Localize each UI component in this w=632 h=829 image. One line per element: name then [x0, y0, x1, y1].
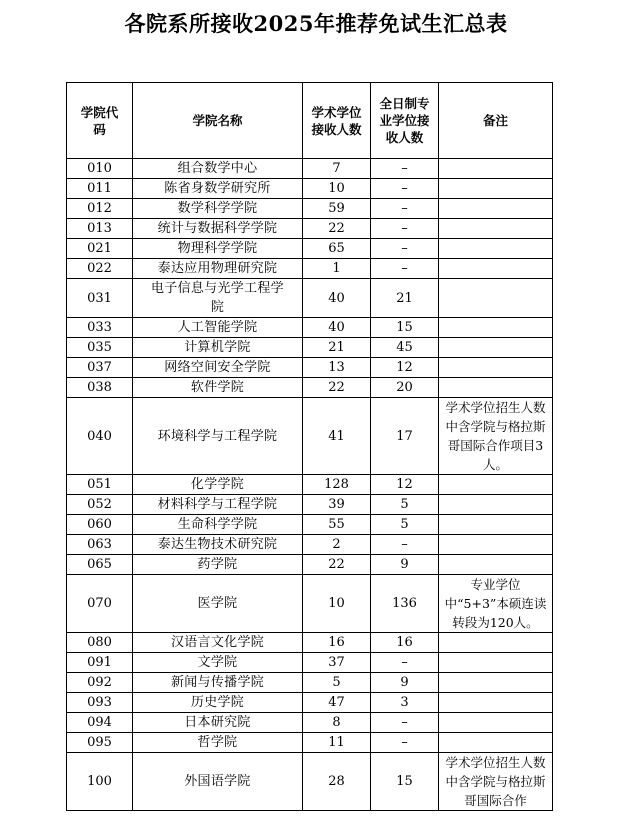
header-professional: 全日制专业学位接收人数 [371, 83, 439, 159]
cell-professional: 12 [371, 475, 439, 495]
table-row [67, 239, 553, 259]
header-note: 备注 [439, 83, 553, 159]
cell-professional: – [371, 219, 439, 239]
cell-professional: 17 [371, 398, 439, 475]
cell-code: 012 [67, 199, 133, 219]
cell-academic: 22 [303, 219, 371, 239]
cell-name: 文学院 [133, 653, 303, 673]
table-row [67, 693, 553, 713]
cell-professional: 45 [371, 338, 439, 358]
cell-name: 泰达生物技术研究院 [133, 535, 303, 555]
cell-code: 063 [67, 535, 133, 555]
cell-academic: 22 [303, 378, 371, 398]
cell-note [439, 219, 553, 239]
cell-name: 医学院 [133, 575, 303, 633]
table-row [67, 535, 553, 555]
cell-professional: – [371, 733, 439, 753]
cell-note [439, 633, 553, 653]
cell-academic: 39 [303, 495, 371, 515]
cell-professional: 15 [371, 753, 439, 811]
cell-academic: 13 [303, 358, 371, 378]
cell-academic: 47 [303, 693, 371, 713]
cell-academic: 22 [303, 555, 371, 575]
cell-academic: 37 [303, 653, 371, 673]
table-header-row [67, 83, 553, 159]
cell-code: 100 [67, 753, 133, 811]
cell-note [439, 259, 553, 279]
cell-name: 电子信息与光学工程学院 [133, 279, 303, 318]
cell-academic: 21 [303, 338, 371, 358]
cell-academic: 10 [303, 575, 371, 633]
cell-code: 040 [67, 398, 133, 475]
cell-name: 组合数学中心 [133, 159, 303, 179]
cell-academic: 128 [303, 475, 371, 495]
table-row [67, 219, 553, 239]
cell-professional: 9 [371, 673, 439, 693]
cell-name: 环境科学与工程学院 [133, 398, 303, 475]
cell-name: 计算机学院 [133, 338, 303, 358]
cell-academic: 55 [303, 515, 371, 535]
cell-name: 生命科学学院 [133, 515, 303, 535]
cell-academic: 10 [303, 179, 371, 199]
table-row [67, 653, 553, 673]
cell-name: 化学学院 [133, 475, 303, 495]
cell-note [439, 515, 553, 535]
table-row [67, 495, 553, 515]
cell-note [439, 495, 553, 515]
cell-professional: – [371, 159, 439, 179]
table-row [67, 398, 553, 475]
cell-name: 药学院 [133, 555, 303, 575]
cell-academic: 11 [303, 733, 371, 753]
cell-code: 021 [67, 239, 133, 259]
header-name: 学院名称 [133, 83, 303, 159]
table-row [67, 179, 553, 199]
cell-professional: 16 [371, 633, 439, 653]
cell-code: 093 [67, 693, 133, 713]
cell-name: 网络空间安全学院 [133, 358, 303, 378]
header-code: 学院代码 [67, 83, 133, 159]
cell-code: 051 [67, 475, 133, 495]
cell-professional: – [371, 713, 439, 733]
cell-code: 013 [67, 219, 133, 239]
cell-note [439, 318, 553, 338]
cell-academic: 16 [303, 633, 371, 653]
cell-code: 038 [67, 378, 133, 398]
cell-name: 陈省身数学研究所 [133, 179, 303, 199]
table-row [67, 358, 553, 378]
table-row [67, 713, 553, 733]
cell-note [439, 693, 553, 713]
cell-note: 学术学位招生人数中含学院与格拉斯哥国际合作 [439, 753, 553, 811]
cell-code: 037 [67, 358, 133, 378]
cell-note: 学术学位招生人数中含学院与格拉斯哥国际合作项目3人。 [439, 398, 553, 475]
cell-professional: 5 [371, 515, 439, 535]
cell-professional: – [371, 535, 439, 555]
cell-name: 新闻与传播学院 [133, 673, 303, 693]
cell-code: 060 [67, 515, 133, 535]
cell-academic: 40 [303, 279, 371, 318]
cell-professional: 12 [371, 358, 439, 378]
cell-code: 035 [67, 338, 133, 358]
cell-academic: 28 [303, 753, 371, 811]
recommendation-table [66, 82, 553, 811]
table-row [67, 575, 553, 633]
cell-note [439, 713, 553, 733]
cell-professional: – [371, 239, 439, 259]
cell-name: 统计与数据科学学院 [133, 219, 303, 239]
cell-note [439, 338, 553, 358]
table-row [67, 279, 553, 318]
cell-code: 022 [67, 259, 133, 279]
table-row [67, 475, 553, 495]
cell-code: 070 [67, 575, 133, 633]
cell-name: 泰达应用物理研究院 [133, 259, 303, 279]
header-academic: 学术学位接收人数 [303, 83, 371, 159]
cell-academic: 40 [303, 318, 371, 338]
cell-code: 052 [67, 495, 133, 515]
cell-note [439, 159, 553, 179]
cell-professional: – [371, 653, 439, 673]
table-row [67, 199, 553, 219]
cell-professional: 15 [371, 318, 439, 338]
cell-code: 094 [67, 713, 133, 733]
cell-professional: – [371, 259, 439, 279]
cell-note [439, 199, 553, 219]
cell-code: 095 [67, 733, 133, 753]
cell-code: 033 [67, 318, 133, 338]
cell-note [439, 673, 553, 693]
cell-code: 092 [67, 673, 133, 693]
table-row [67, 733, 553, 753]
cell-academic: 8 [303, 713, 371, 733]
cell-professional: 20 [371, 378, 439, 398]
cell-note [439, 535, 553, 555]
cell-code: 065 [67, 555, 133, 575]
cell-note [439, 733, 553, 753]
cell-note [439, 653, 553, 673]
table-row [67, 753, 553, 811]
cell-name: 历史学院 [133, 693, 303, 713]
cell-note: 专业学位中“5+3”本硕连读转段为120人。 [439, 575, 553, 633]
table-row [67, 159, 553, 179]
cell-professional: 9 [371, 555, 439, 575]
cell-note [439, 179, 553, 199]
cell-name: 物理科学学院 [133, 239, 303, 259]
cell-professional: 136 [371, 575, 439, 633]
table-row [67, 338, 553, 358]
cell-professional: 21 [371, 279, 439, 318]
cell-professional: 3 [371, 693, 439, 713]
table-row [67, 378, 553, 398]
cell-code: 031 [67, 279, 133, 318]
cell-name: 日本研究院 [133, 713, 303, 733]
table-row [67, 555, 553, 575]
cell-academic: 7 [303, 159, 371, 179]
cell-professional: – [371, 179, 439, 199]
cell-name: 数学科学学院 [133, 199, 303, 219]
cell-name: 人工智能学院 [133, 318, 303, 338]
cell-code: 080 [67, 633, 133, 653]
cell-note [439, 239, 553, 259]
cell-name: 外国语学院 [133, 753, 303, 811]
table-row [67, 673, 553, 693]
table-body [67, 159, 553, 811]
cell-academic: 65 [303, 239, 371, 259]
cell-name: 哲学院 [133, 733, 303, 753]
cell-note [439, 555, 553, 575]
cell-note [439, 279, 553, 318]
cell-name: 汉语言文化学院 [133, 633, 303, 653]
cell-academic: 59 [303, 199, 371, 219]
cell-note [439, 358, 553, 378]
cell-code: 011 [67, 179, 133, 199]
cell-name: 软件学院 [133, 378, 303, 398]
table-row [67, 515, 553, 535]
cell-academic: 41 [303, 398, 371, 475]
cell-note [439, 378, 553, 398]
cell-academic: 2 [303, 535, 371, 555]
cell-academic: 1 [303, 259, 371, 279]
table-row [67, 259, 553, 279]
cell-code: 091 [67, 653, 133, 673]
cell-code: 010 [67, 159, 133, 179]
cell-name: 材料科学与工程学院 [133, 495, 303, 515]
cell-note [439, 475, 553, 495]
cell-professional: – [371, 199, 439, 219]
page-title: 各院系所接收2025年推荐免试生汇总表 [124, 11, 508, 36]
table-row [67, 318, 553, 338]
cell-professional: 5 [371, 495, 439, 515]
table-row [67, 633, 553, 653]
cell-academic: 5 [303, 673, 371, 693]
